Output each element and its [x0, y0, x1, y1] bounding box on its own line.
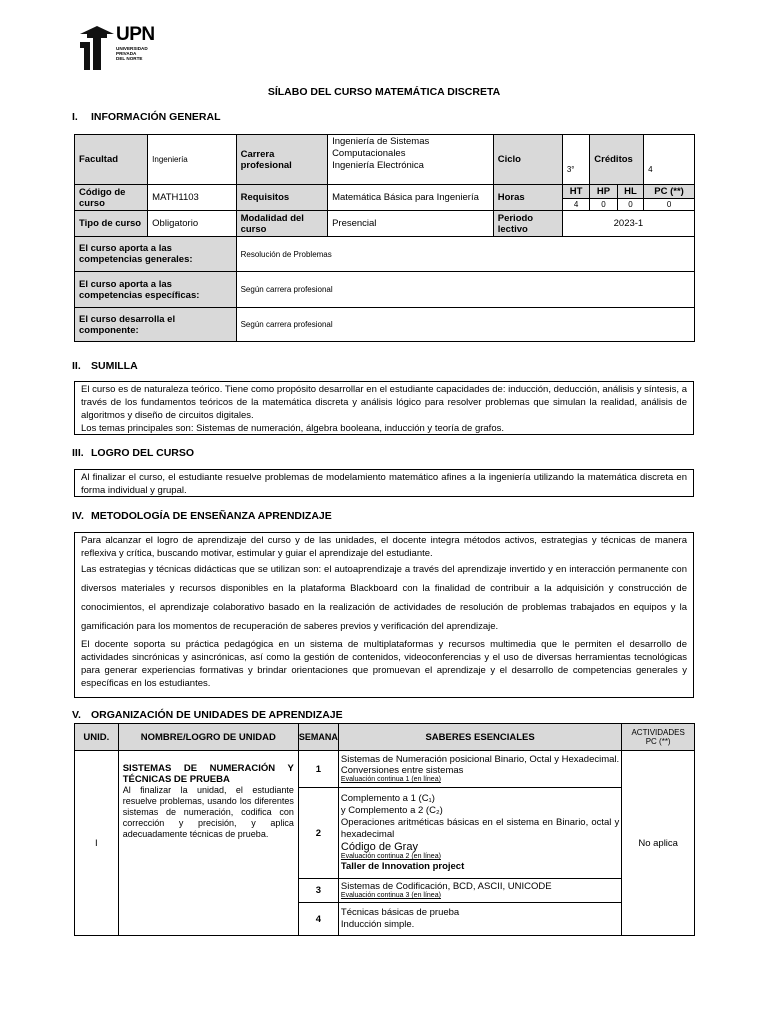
hl-value: 0	[617, 199, 643, 211]
logo-subtext: UNIVERSIDAD PRIVADA DEL NORTE	[116, 46, 148, 62]
carrera-label: Carrera profesional	[236, 135, 327, 185]
tipo-value: Obligatorio	[148, 211, 236, 237]
logro-box: Al finalizar el curso, el estudiante resuelve problemas de modelamiento matemático afines a la ingeniería utilizando la matemática discreta en forma individual y grupal.	[74, 469, 694, 497]
sumilla-box	[74, 381, 694, 435]
carrera-value: Ingeniería de Sistemas Computacionales Ingeniería Electrónica	[328, 135, 494, 185]
week-2: 2	[298, 788, 338, 879]
header-saberes: SABERES ESENCIALES	[338, 724, 621, 751]
unit-number: I	[75, 751, 119, 936]
section-heading-5: V. ORGANIZACIÓN DE UNIDADES DE APRENDIZAJE	[72, 709, 343, 721]
week-3-content: Sistemas de Codificación, BCD, ASCII, UNICODE Evaluación continua 3 (en línea)	[338, 879, 621, 903]
header-nombre: NOMBRE/LOGRO DE UNIDAD	[118, 724, 298, 751]
unit-name: SISTEMAS DE NUMERACIÓN Y TÉCNICAS DE PRUEBA	[122, 763, 294, 785]
week-4: 4	[298, 903, 338, 936]
comp-gen-value: Resolución de Problemas	[236, 237, 694, 272]
week-1-content: Sistemas de Numeración posicional Binario, Octal y Hexadecimal. Conversiones entre sistemas Evaluación continua 1 (en línea)	[338, 751, 621, 788]
week-3: 3	[298, 879, 338, 903]
hp-header: HP	[590, 185, 617, 199]
document-title: SÍLABO DEL CURSO MATEMÁTICA DISCRETA	[267, 86, 501, 98]
sumilla-paragraph-2: Los temas principales son: Sistemas de numeración, álgebra booleana, inducción y teoría de grafos.	[81, 423, 504, 434]
periodo-label: Periodo lectivo	[493, 211, 562, 237]
units-table	[74, 723, 695, 936]
componente-label: El curso desarrolla el componente:	[75, 308, 237, 342]
ht-header: HT	[562, 185, 589, 199]
section-heading-4: IV. METODOLOGÍA DE ENSEÑANZA APRENDIZAJE	[72, 510, 332, 522]
sumilla-paragraph-1: El curso es de naturaleza teórico. Tiene como propósito desarrollar en el estudiante capacidades de: inducción, deducción, análisis y síntesis, a través de los fundamentos teóricos de la matemática discreta y análisis lógico para resolver problemas que simulan la realidad, análisis de algoritmos y diseño de circuitos digitales.	[81, 384, 687, 421]
ciclo-label: Ciclo	[493, 135, 562, 185]
codigo-label: Código de curso	[75, 185, 148, 211]
pc-value: 0	[644, 199, 695, 211]
modalidad-label: Modalidad del curso	[236, 211, 327, 237]
requisitos-label: Requisitos	[236, 185, 327, 211]
header-actividades: ACTIVIDADES PC (**)	[622, 724, 695, 751]
componente-value: Según carrera profesional	[236, 308, 694, 342]
upn-logo-icon	[80, 26, 114, 70]
week-1: 1	[298, 751, 338, 788]
section-heading-3: III. LOGRO DEL CURSO	[72, 447, 195, 459]
section-heading-1: I. INFORMACIÓN GENERAL	[72, 111, 221, 123]
tipo-label: Tipo de curso	[75, 211, 148, 237]
requisitos-value: Matemática Básica para Ingeniería	[328, 185, 494, 211]
general-info-table	[74, 134, 695, 342]
header-semana: SEMANA	[298, 724, 338, 751]
unit-name-cell	[118, 751, 298, 936]
header-unid: UNID.	[75, 724, 119, 751]
horas-label: Horas	[493, 185, 562, 211]
comp-gen-label: El curso aporta a las competencias generales:	[75, 237, 237, 272]
actividades-value: No aplica	[622, 751, 695, 936]
pc-header: PC (**)	[644, 185, 695, 199]
hl-header: HL	[617, 185, 643, 199]
week-4-content: Técnicas básicas de prueba Inducción simple.	[338, 903, 621, 936]
modalidad-value: Presencial	[328, 211, 494, 237]
metodologia-paragraph-2: Las estrategias y técnicas didácticas que se utilizan son: el autoaprendizaje a través del aprendizaje invertido y en interacción permanente con diversos materiales y recursos disponibles en la plataforma Blackboard con la finalidad de contribuir a la adquisición y construcción de conocimientos, el aprendizaje colaborativo basado en la realización de actividades de resolución de problemas trabajados en equipos y la gamificación para los momentos de recuperación de saberes previos y verificación del aprendizaje.	[81, 564, 687, 632]
periodo-value: 2023-1	[562, 211, 694, 237]
codigo-value: MATH1103	[148, 185, 236, 211]
ht-value: 4	[562, 199, 589, 211]
creditos-value: 4	[644, 135, 695, 185]
metodologia-paragraph-3: El docente soporta su práctica pedagógica en un sistema de multiplataformas y recursos multimedia que le permiten el desarrollo de actividades sincrónicas y asincrónicas, así como la gestión de contenidos, videoconferencias y el uso de diversas herramientas tecnológicas para generar experiencias formativas y brindar orientaciones que promuevan el aprendizaje y el desarrollo de competencias generales y específicas en los estudiantes.	[81, 639, 687, 689]
hp-value: 0	[590, 199, 617, 211]
comp-esp-value: Según carrera profesional	[236, 272, 694, 308]
facultad-value: Ingeniería	[148, 135, 236, 185]
metodologia-paragraph-1: Para alcanzar el logro de aprendizaje del curso y de las unidades, el docente integra métodos activos, estrategias y técnicas de manera reflexiva y crítica, buscando motivar, estimular y guiar el aprendizaje del estudiante.	[81, 535, 687, 559]
ciclo-value: 3°	[562, 135, 589, 185]
metodologia-box	[74, 532, 694, 698]
comp-esp-label: El curso aporta a las competencias específicas:	[75, 272, 237, 308]
section-heading-2: II. SUMILLA	[72, 360, 138, 372]
creditos-label: Créditos	[590, 135, 644, 185]
logo-text: UPN	[116, 24, 155, 45]
unit-logro: Al finalizar la unidad, el estudiante resuelve problemas, usando los diferentes sistemas de numeración, codifica con corrección y precisión, y aplica adecuadamente técnicas de prueba.	[122, 785, 294, 839]
facultad-label: Facultad	[75, 135, 148, 185]
upn-logo	[80, 26, 154, 70]
week-2-content: Complemento a 1 (C₁) y Complemento a 2 (C₂) Operaciones aritméticas básicas en el sistema en Binario, octal y hexadecimal Código de Gray Evaluación continua 2 (en línea) Taller de Innovation project	[338, 788, 621, 879]
